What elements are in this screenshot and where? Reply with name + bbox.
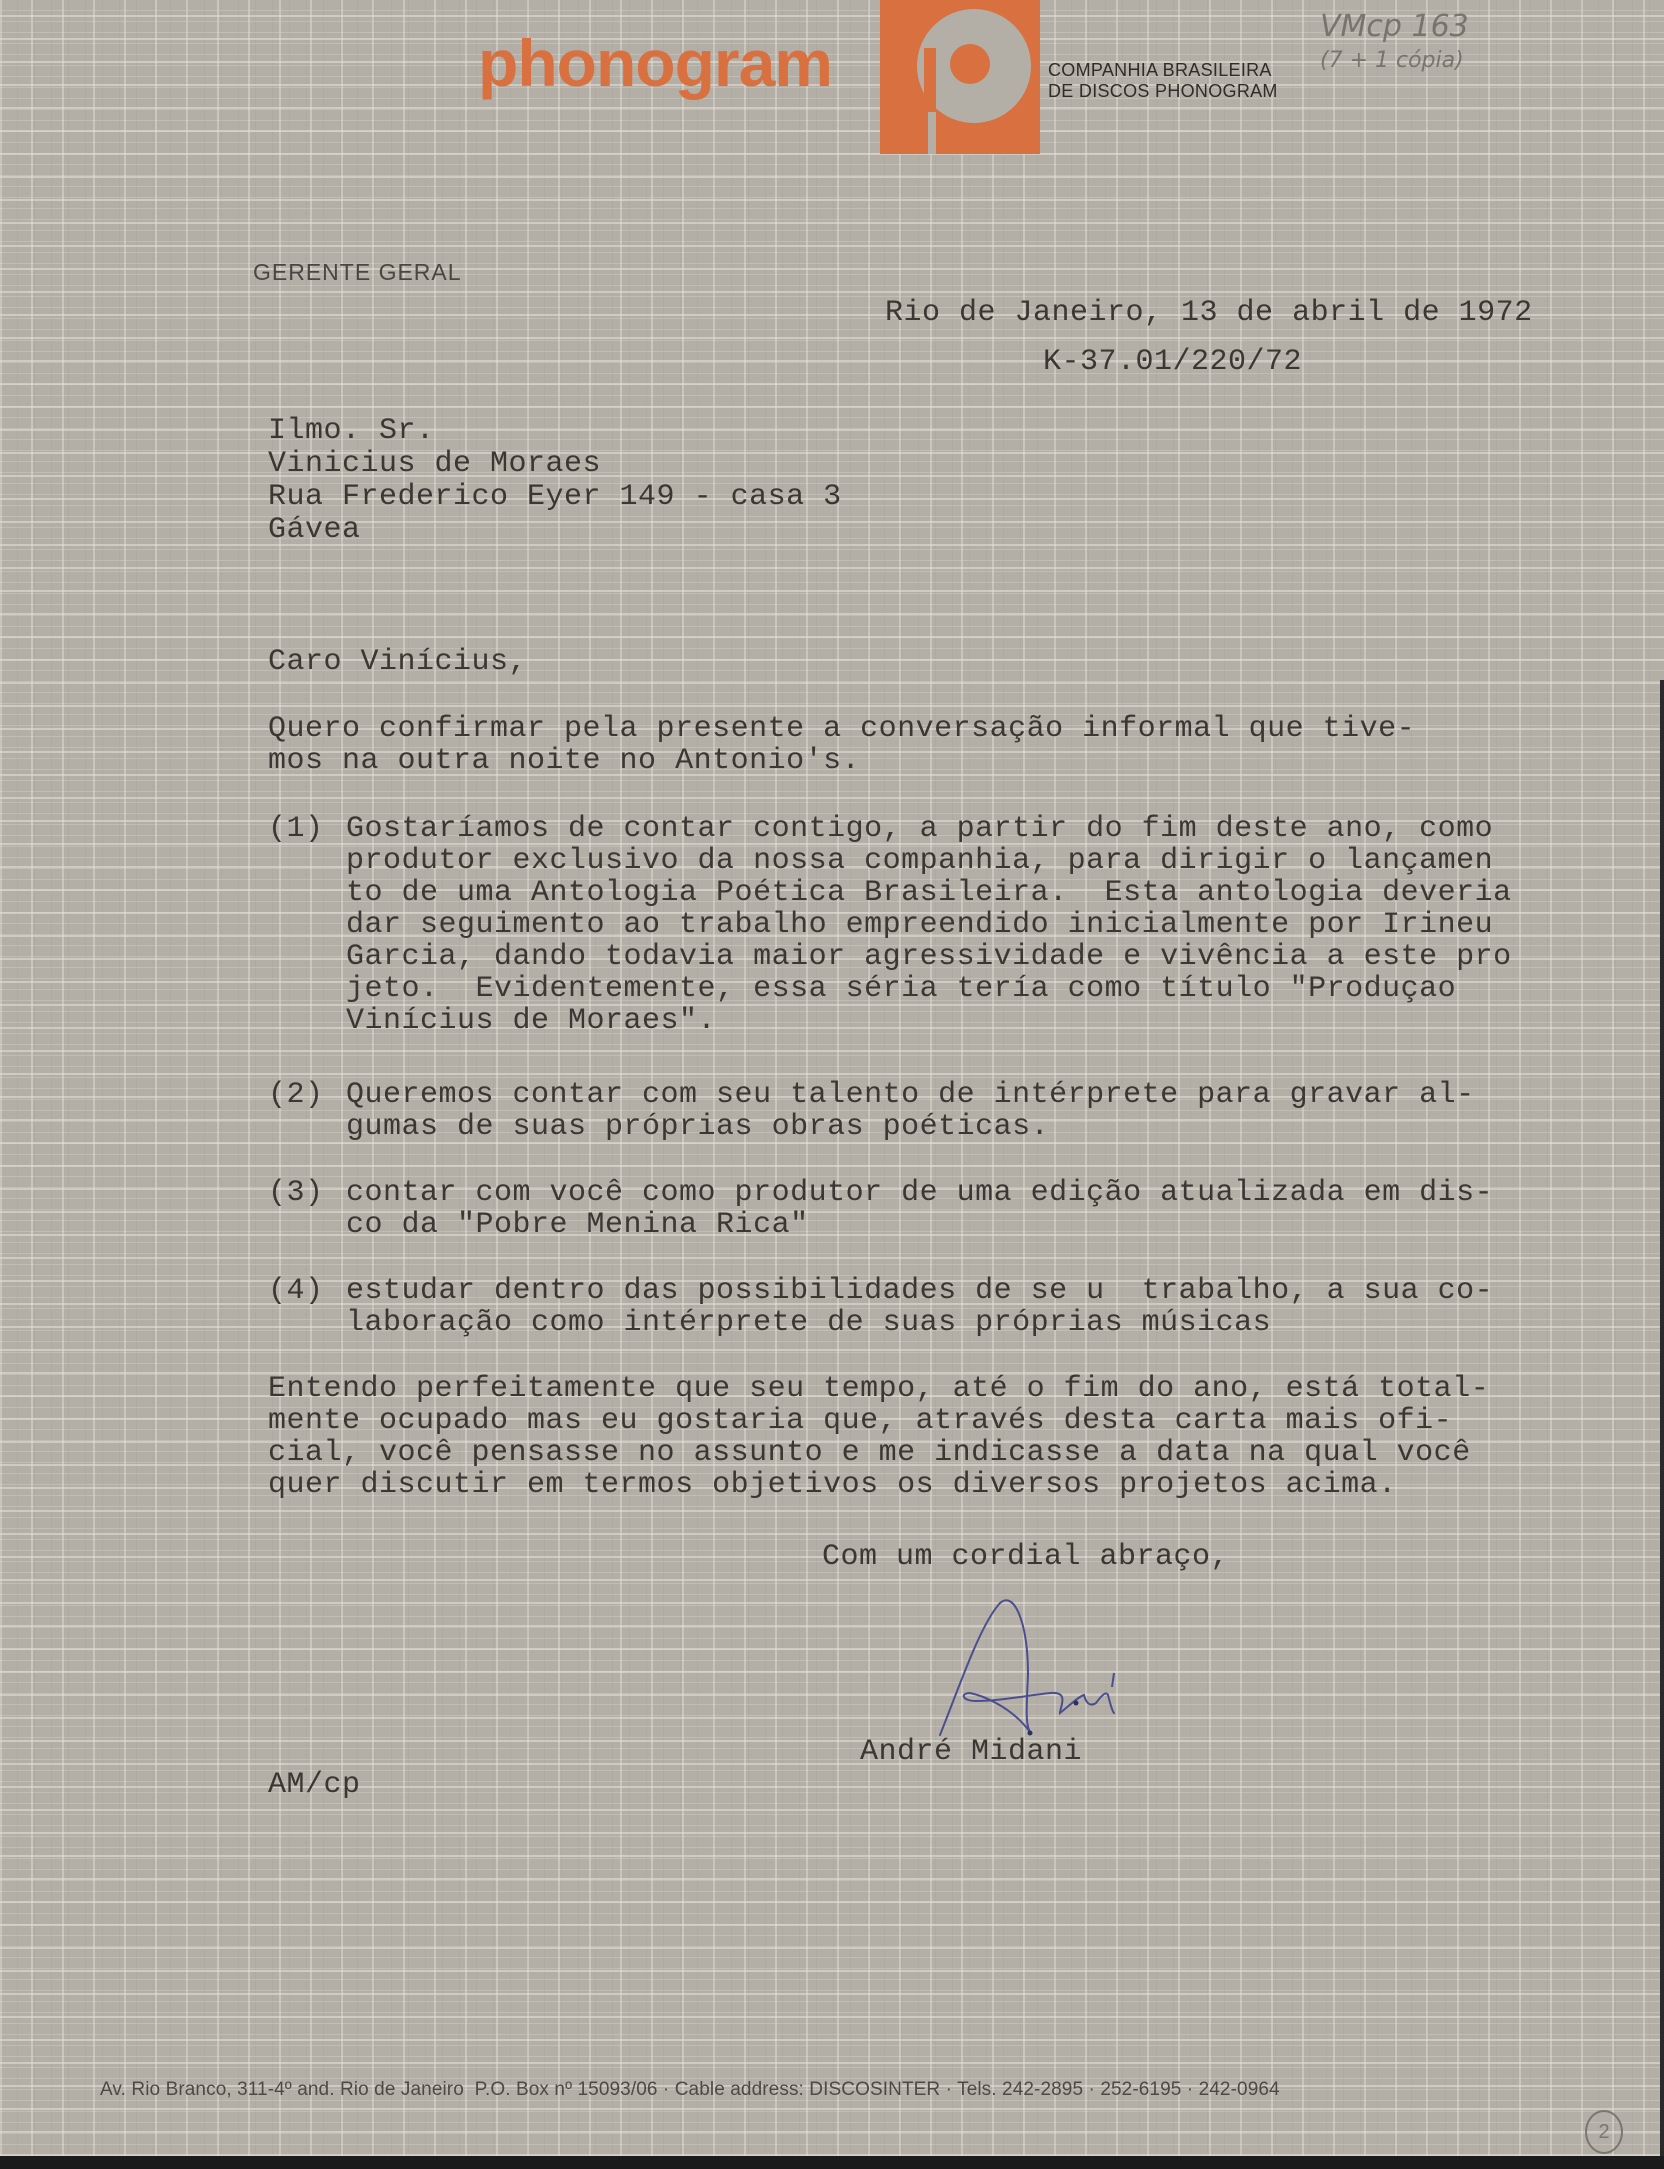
scan-bottom-edge xyxy=(0,2156,1664,2169)
date-line: Rio de Janeiro, 13 de abril de 1972 xyxy=(885,296,1533,330)
item-line: co da "Pobre Menina Rica" xyxy=(346,1208,809,1242)
reference-number: K-37.01/220/72 xyxy=(1043,345,1303,379)
recipient-district: Gávea xyxy=(268,513,361,547)
company-line-2: DE DISCOS PHONOGRAM xyxy=(1048,81,1278,101)
item-line: contar com você como produtor de uma edição atualizada em dis- xyxy=(346,1176,1494,1210)
greeting: Caro Vinícius, xyxy=(268,645,528,679)
recipient-street: Rua Frederico Eyer 149 - casa 3 xyxy=(268,480,842,514)
page-number-stamp: 2 xyxy=(1585,2110,1623,2154)
scan-right-edge xyxy=(1660,680,1664,2156)
brand-wordmark: phonogram xyxy=(478,26,832,100)
intro-line: mos na outra noite no Antonio's. xyxy=(268,744,861,778)
handwritten-archive-note xyxy=(1320,10,1469,78)
closing-line: mente ocupado mas eu gostaria que, através desta carta mais ofi- xyxy=(268,1404,1453,1438)
item-line: jeto. Evidentemente, essa séria tería como título "Produçao xyxy=(346,972,1457,1006)
item-number: (2) xyxy=(268,1078,324,1112)
item-number: (3) xyxy=(268,1176,324,1210)
signer-name: André Midani xyxy=(860,1735,1083,1769)
item-line: Queremos contar com seu talento de intérprete para gravar al- xyxy=(346,1078,1475,1112)
typist-initials: AM/cp xyxy=(268,1768,361,1802)
item-number: (4) xyxy=(268,1274,324,1308)
sender-title: GERENTE GERAL xyxy=(253,259,462,285)
recipient-name: Vinicius de Moraes xyxy=(268,447,602,481)
closing-line: cial, você pensasse no assunto e me indicasse a data na qual você xyxy=(268,1436,1471,1470)
company-line-1: COMPANHIA BRASILEIRA xyxy=(1048,60,1272,80)
phonogram-p-logo-icon xyxy=(880,0,1040,154)
archive-code: VMcp 163 xyxy=(1320,9,1469,44)
item-line: laboração como intérprete de suas próprias músicas xyxy=(346,1306,1272,1340)
item-line: produtor exclusivo da nossa companhia, para dirigir o lançamen xyxy=(346,844,1494,878)
item-line: Vinícius de Moraes". xyxy=(346,1004,717,1038)
item-line: Gostaríamos de contar contigo, a partir do fim deste ano, como xyxy=(346,812,1494,846)
valediction: Com um cordial abraço, xyxy=(822,1540,1230,1574)
item-line: estudar dentro das possibilidades de se u trabalho, a sua co- xyxy=(346,1274,1494,1308)
intro-line: Quero confirmar pela presente a conversação informal que tive- xyxy=(268,712,1416,746)
copies-note: (7 + 1 cópia) xyxy=(1320,48,1464,73)
item-line: dar seguimento ao trabalho empreendido inicialmente por Irineu xyxy=(346,908,1494,942)
closing-line: quer discutir em termos objetivos os diversos projetos acima. xyxy=(268,1468,1397,1502)
handwritten-signature xyxy=(900,1585,1160,1745)
item-number: (1) xyxy=(268,812,324,846)
recipient-title: Ilmo. Sr. xyxy=(268,414,435,448)
item-line: Garcia, dando todavia maior agressividade e vivência a este pro xyxy=(346,940,1512,974)
closing-line: Entendo perfeitamente que seu tempo, até o fim do ano, está total- xyxy=(268,1372,1490,1406)
letterhead-footer: Av. Rio Branco, 311-4º and. Rio de Janeiro P.O. Box nº 15093/06 · Cable address: DISCOSINTER · Tels. 242-2895 · 252-6195 · 242-0964 xyxy=(100,2079,1280,2100)
item-line: gumas de suas próprias obras poéticas. xyxy=(346,1110,1050,1144)
company-name xyxy=(1048,60,1278,102)
item-line: to de uma Antologia Poética Brasileira. Esta antologia deveria xyxy=(346,876,1512,910)
